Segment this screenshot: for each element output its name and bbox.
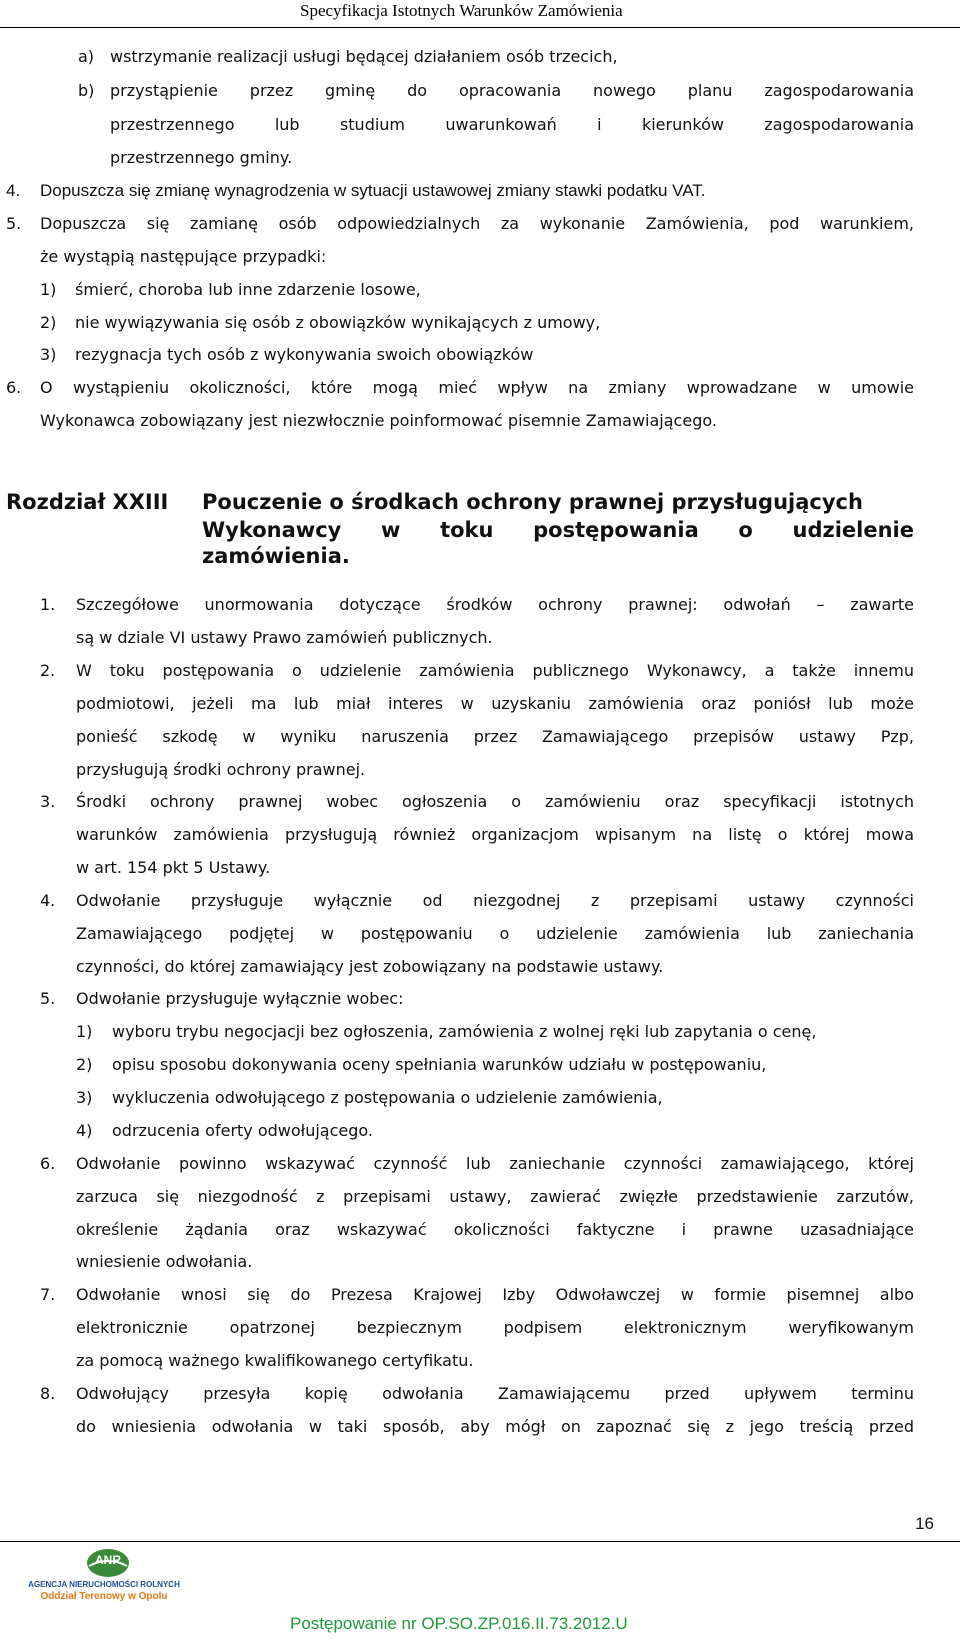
item-text: śmierć, choroba lub inne zdarzenie losowe,: [75, 280, 421, 299]
paragraph-6: [0, 373, 960, 403]
item-text: Odwołanie przysługuje wyłącznie od niezgodnej z przepisami ustawy czynności: [76, 891, 914, 910]
item-text: Odwołujący przesyła kopię odwołania Zamawiającemu przed upływem terminu: [76, 1384, 914, 1403]
item-text: odrzucenia oferty odwołującego.: [112, 1121, 373, 1140]
item-marker: 2): [76, 1055, 93, 1074]
sub-item: [0, 1083, 960, 1113]
section-item-5: [0, 984, 960, 1014]
paragraph-6-cont: [0, 406, 960, 436]
item-marker: 5.: [6, 214, 22, 233]
section-item-2-cont: [0, 755, 960, 785]
section-item-6-cont: [0, 1182, 960, 1212]
item-text: O wystąpieniu okoliczności, które mogą mieć wpływ na zmiany wprowadzane w umowie: [40, 378, 914, 397]
item-marker: b): [78, 81, 95, 100]
item-text: Dopuszcza się zmianę wynagrodzenia w sytuacji ustawowej zmiany stawki podatku VAT.: [40, 181, 706, 200]
section-item-6-cont: [0, 1215, 960, 1245]
item-text: W toku postępowania o udzielenie zamówienia publicznego Wykonawcy, a także innemu: [76, 661, 914, 680]
item-marker: 7.: [40, 1285, 56, 1304]
item-text: przestrzennego lub studium uwarunkowań i kierunków zagospodarowania: [110, 115, 914, 134]
list-item-b: [0, 76, 960, 106]
section-item-8-cont: [0, 1412, 960, 1442]
item-text: ponieść szkodę w wyniku naruszenia przez Zamawiającego przepisów ustawy Pzp,: [76, 727, 914, 746]
item-text: Odwołanie przysługuje wyłącznie wobec:: [76, 989, 404, 1008]
item-text: Środki ochrony prawnej wobec ogłoszenia o zamówieniu oraz specyfikacji istotnych: [76, 792, 914, 811]
section-item-3-cont: [0, 820, 960, 850]
item-text: elektronicznie opatrzonej bezpiecznym podpisem elektronicznym weryfikowanym: [76, 1318, 914, 1337]
chapter-title-line: zamówienia.: [202, 544, 350, 568]
item-text: w art. 154 pkt 5 Ustawy.: [76, 858, 271, 877]
section-item-7: [0, 1280, 960, 1310]
item-text: rezygnacja tych osób z wykonywania swoich obowiązków: [75, 345, 534, 364]
agency-logo: [14, 1548, 194, 1608]
item-text: czynności, do której zamawiający jest zobowiązany na podstawie ustawy.: [76, 957, 664, 976]
paragraph-4: [0, 176, 960, 206]
item-text: Szczegółowe unormowania dotyczące środków ochrony prawnej: odwołań – zawarte: [76, 595, 914, 614]
logo-branch-name: Oddział Terenowy w Opolu: [40, 1591, 168, 1602]
item-text: wyboru trybu negocjacji bez ogłoszenia, zamówienia z wolnej ręki lub zapytania o cenę,: [112, 1022, 817, 1041]
agency-logo-icon: [86, 1548, 130, 1578]
paragraph-5-cont: [0, 242, 960, 272]
footer-divider: [0, 1541, 960, 1542]
running-header: [0, 0, 960, 28]
item-text: Odwołanie powinno wskazywać czynność lub zaniechanie czynności zamawiającego, której: [76, 1154, 914, 1173]
section-item-4-cont: [0, 919, 960, 949]
sub-item: [0, 275, 960, 305]
item-text: wykluczenia odwołującego z postępowania o udzielenie zamówienia,: [112, 1088, 663, 1107]
item-text: określenie żądania oraz wskazywać okoliczności faktyczne i prawne uzasadniające: [76, 1220, 914, 1239]
sub-item: [0, 1017, 960, 1047]
item-marker: 2.: [40, 661, 56, 680]
section-item-7-cont: [0, 1313, 960, 1343]
item-marker: 4.: [40, 891, 56, 910]
list-item-b-cont: [0, 143, 960, 173]
item-text: zarzuca się niezgodność z przepisami ustawy, zawierać zwięzłe przedstawienie zarzutów,: [76, 1187, 914, 1206]
header-title: Specyfikacja Istotnych Warunków Zamówienia: [300, 1, 623, 20]
item-marker: 8.: [40, 1384, 56, 1403]
logo-text: ANR: [95, 1553, 121, 1567]
item-text: przystąpienie przez gminę do opracowania nowego planu zagospodarowania: [110, 81, 914, 100]
item-text: Zamawiającego podjętej w postępowaniu o udzielenie zamówienia lub zaniechania: [76, 924, 914, 943]
section-item-4: [0, 886, 960, 916]
sub-item: [0, 1050, 960, 1080]
item-marker: 3): [40, 345, 57, 364]
item-text: że wystąpią następujące przypadki:: [40, 247, 327, 266]
section-item-3: [0, 787, 960, 817]
section-item-6: [0, 1149, 960, 1179]
chapter-title-line: Wykonawcy w toku postępowania o udzielenie: [202, 518, 914, 542]
item-marker: 3): [76, 1088, 93, 1107]
sub-item: [0, 308, 960, 338]
section-item-1-cont: [0, 623, 960, 653]
item-text: nie wywiązywania się osób z obowiązków wynikających z umowy,: [75, 313, 601, 332]
item-text: wniesienie odwołania.: [76, 1252, 253, 1271]
item-text: wstrzymanie realizacji usługi będącej działaniem osób trzecich,: [110, 47, 618, 66]
chapter-title-line: Pouczenie o środkach ochrony prawnej przysługujących: [202, 490, 863, 514]
item-marker: 6.: [6, 378, 22, 397]
page-number: 16: [915, 1514, 934, 1533]
item-text: opisu sposobu dokonywania oceny spełniania warunków udziału w postępowaniu,: [112, 1055, 767, 1074]
item-text: Dopuszcza się zamianę osób odpowiedzialnych za wykonanie Zamówienia, pod warunkiem,: [40, 214, 914, 233]
chapter-label: Rozdział XXIII: [6, 490, 169, 514]
section-item-6-cont: [0, 1247, 960, 1277]
item-marker: 3.: [40, 792, 56, 811]
procedure-reference: Postępowanie nr OP.SO.ZP.016.II.73.2012.U: [290, 1614, 628, 1633]
item-text: warunków zamówienia przysługują również organizacjom wpisanym na listę o której mowa: [76, 825, 914, 844]
logo-agency-name: AGENCJA NIERUCHOMOŚCI ROLNYCH: [28, 1580, 180, 1589]
item-marker: 1): [76, 1022, 93, 1041]
item-marker: 4.: [6, 181, 21, 200]
section-item-1: [0, 590, 960, 620]
item-marker: 6.: [40, 1154, 56, 1173]
list-item-a: [0, 42, 960, 72]
item-text: przysługują środki ochrony prawnej.: [76, 760, 366, 779]
section-item-2: [0, 656, 960, 686]
section-item-4-cont: [0, 952, 960, 982]
item-text: Wykonawca zobowiązany jest niezwłocznie poinformować pisemnie Zamawiającego.: [40, 411, 717, 430]
item-marker: 5.: [40, 989, 56, 1008]
item-text: podmiotowi, jeżeli ma lub miał interes w uzyskaniu zamówienia oraz poniósł lub może: [76, 694, 914, 713]
paragraph-5: [0, 209, 960, 239]
list-item-b-cont: [0, 110, 960, 140]
section-item-2-cont: [0, 722, 960, 752]
section-item-7-cont: [0, 1346, 960, 1376]
item-text: przestrzennego gminy.: [110, 148, 293, 167]
sub-item: [0, 340, 960, 370]
section-item-8: [0, 1379, 960, 1409]
section-item-3-cont: [0, 853, 960, 883]
item-text: Odwołanie wnosi się do Prezesa Krajowej Izby Odwoławczej w formie pisemnej albo: [76, 1285, 914, 1304]
item-marker: 1): [40, 280, 57, 299]
section-item-2-cont: [0, 689, 960, 719]
item-text: do wniesienia odwołania w taki sposób, aby mógł on zapoznać się z jego treścią przed: [76, 1417, 914, 1436]
item-marker: a): [78, 47, 95, 66]
sub-item: [0, 1116, 960, 1146]
item-marker: 1.: [40, 595, 56, 614]
item-text: są w dziale VI ustawy Prawo zamówień publicznych.: [76, 628, 493, 647]
item-text: za pomocą ważnego kwalifikowanego certyfikatu.: [76, 1351, 474, 1370]
item-marker: 2): [40, 313, 57, 332]
item-marker: 4): [76, 1121, 93, 1140]
